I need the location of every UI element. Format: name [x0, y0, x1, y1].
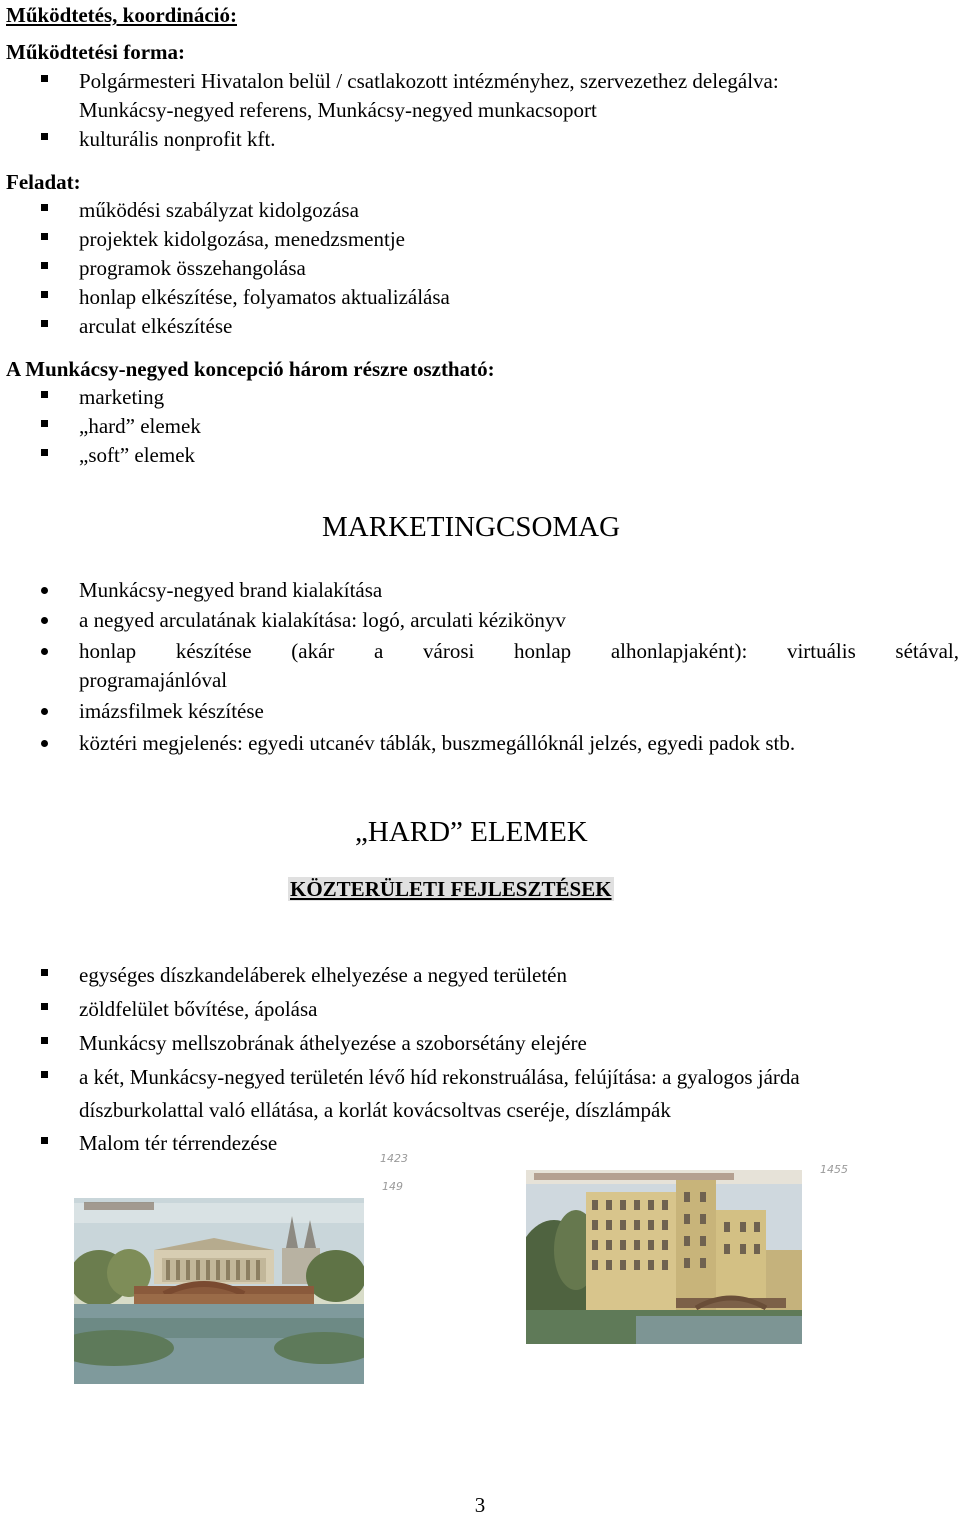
- hard-title: „HARD” ELEMEK: [355, 816, 588, 848]
- list-item: a negyed arculatának kialakítása: logó, arculati kézikönyv: [79, 608, 566, 632]
- list-item: zöldfelület bővítése, ápolása: [79, 997, 318, 1021]
- list-item-continuation: programajánlóval: [79, 668, 228, 692]
- concept-heading: A Munkácsy-negyed koncepció három részre osztható:: [6, 357, 495, 381]
- list-item-continuation: díszburkolattal való ellátása, a korlát kovácsoltvas cseréje, díszlámpák: [79, 1098, 671, 1122]
- square-bullet-icon: [41, 1037, 48, 1044]
- marketing-title: MARKETINGCSOMAG: [322, 511, 621, 543]
- round-bullet-icon: [41, 740, 48, 747]
- square-bullet-icon: [41, 1003, 48, 1010]
- square-bullet-icon: [41, 204, 48, 211]
- list-item: honlap készítése (akár a városi honlap alhonlapjaként): virtuális sétával,: [79, 639, 959, 663]
- tasks-heading: Feladat:: [6, 170, 81, 194]
- hard-subtitle: KÖZTERÜLETI FEJLESZTÉSEK: [290, 877, 612, 901]
- square-bullet-icon: [41, 1071, 48, 1078]
- list-item: „soft” elemek: [79, 443, 196, 467]
- square-bullet-icon: [41, 391, 48, 398]
- section-title: Működtetés, koordináció:: [6, 3, 237, 27]
- list-item: marketing: [79, 385, 165, 409]
- square-bullet-icon: [41, 262, 48, 269]
- round-bullet-icon: [41, 617, 48, 624]
- list-item: kulturális nonprofit kft.: [79, 127, 276, 151]
- pencil-note: 149: [382, 1180, 403, 1193]
- square-bullet-icon: [41, 320, 48, 327]
- list-item: arculat elkészítése: [79, 314, 233, 338]
- list-item: a két, Munkácsy-negyed területén lévő híd rekonstruálása, felújítása: a gyalogos járda: [79, 1065, 800, 1089]
- list-item: Munkácsy mellszobrának áthelyezése a szoborsétány elejére: [79, 1031, 587, 1055]
- list-item: köztéri megjelenés: egyedi utcanév táblák, buszmegállóknál jelzés, egyedi padok stb.: [79, 731, 796, 755]
- square-bullet-icon: [41, 133, 48, 140]
- pencil-note: 1455: [820, 1163, 848, 1176]
- list-item: egységes díszkandeláberek elhelyezése a negyed területén: [79, 963, 568, 987]
- postcard-mill-image: [526, 1170, 802, 1344]
- list-item: Malom tér térrendezése: [79, 1131, 278, 1155]
- page-number: 3: [474, 1493, 486, 1517]
- list-item: programok összehangolása: [79, 256, 306, 280]
- round-bullet-icon: [41, 648, 48, 655]
- square-bullet-icon: [41, 1137, 48, 1144]
- square-bullet-icon: [41, 75, 48, 82]
- list-item: projektek kidolgozása, menedzsmentje: [79, 227, 405, 251]
- square-bullet-icon: [41, 291, 48, 298]
- round-bullet-icon: [41, 587, 48, 594]
- round-bullet-icon: [41, 708, 48, 715]
- list-item: „hard” elemek: [79, 414, 201, 438]
- list-item: Polgármesteri Hivatalon belül / csatlakozott intézményhez, szervezethez delegálva:: [79, 69, 779, 93]
- postcard-park-image: [74, 1198, 364, 1384]
- pencil-note: 1423: [380, 1152, 408, 1165]
- operation-heading: Működtetési forma:: [6, 40, 186, 64]
- square-bullet-icon: [41, 233, 48, 240]
- square-bullet-icon: [41, 449, 48, 456]
- list-item: Munkácsy-negyed brand kialakítása: [79, 578, 383, 602]
- list-item: működési szabályzat kidolgozása: [79, 198, 359, 222]
- list-item: imázsfilmek készítése: [79, 699, 264, 723]
- list-item: honlap elkészítése, folyamatos aktualizálása: [79, 285, 450, 309]
- square-bullet-icon: [41, 969, 48, 976]
- square-bullet-icon: [41, 420, 48, 427]
- list-item-continuation: Munkácsy-negyed referens, Munkácsy-negyed munkacsoport: [79, 98, 597, 122]
